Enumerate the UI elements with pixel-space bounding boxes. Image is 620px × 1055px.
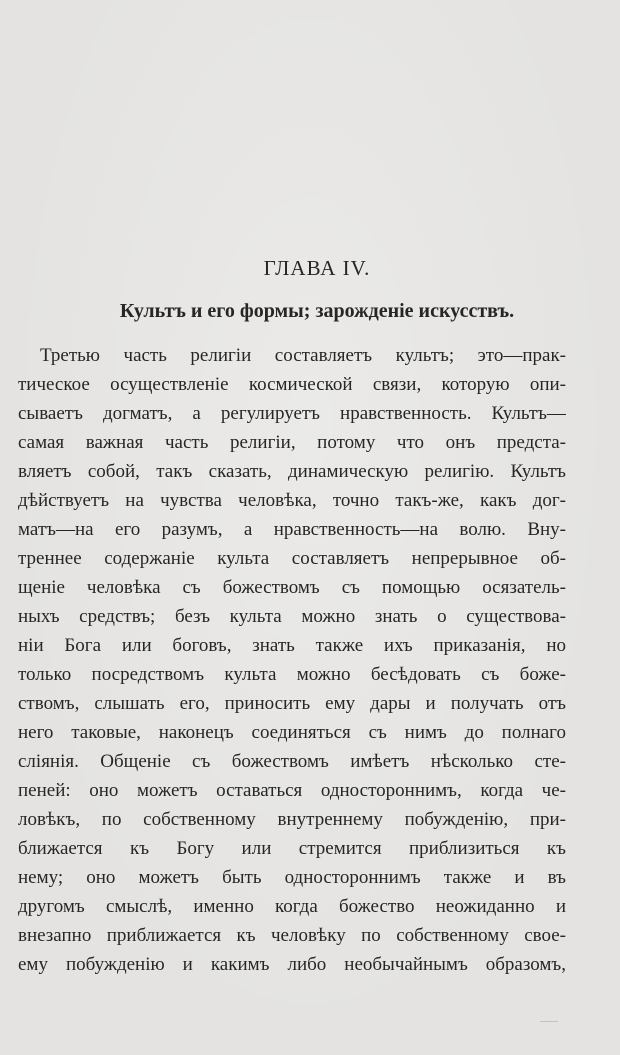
chapter-heading: ГЛАВА IV. <box>263 256 371 280</box>
text-line: тическое осуществленіе космической связи, которую опи- <box>18 374 566 395</box>
body-text <box>18 341 566 979</box>
text-line: щеніе человѣка съ божествомъ съ помощью осязатель- <box>18 577 566 598</box>
text-line: него таковые, наконецъ соединяться съ нимъ до полнаго <box>18 722 566 743</box>
text-line: ствомъ, слышать его, приносить ему дары и получать отъ <box>18 693 566 714</box>
text-line: самая важная часть религіи, потому что онъ предста- <box>18 432 566 453</box>
text-line: нему; оно можетъ быть одностороннимъ также и въ <box>18 867 566 888</box>
text-line: только посредствомъ культа можно бесѣдовать съ боже- <box>18 664 566 685</box>
text-line: пеней: оно можетъ оставаться одностороннимъ, когда че- <box>18 780 566 801</box>
text-line: ніи Бога или боговъ, знать также ихъ приказанія, но <box>18 635 566 656</box>
text-line: ныхъ средствъ; безъ культа можно знать о существова- <box>18 606 566 627</box>
text-line: вляетъ собой, такъ сказать, динамическую религію. Культъ <box>18 461 566 482</box>
text-line: ему побужденію и какимъ либо необычайнымъ образомъ, <box>18 954 566 975</box>
text-line: матъ—на его разумъ, а нравственность—на волю. Вну- <box>18 519 566 540</box>
text-line: ловѣкъ, по собственному внутреннему побужденію, при- <box>18 809 566 830</box>
text-line: внезапно приближается къ человѣку по собственному свое- <box>18 925 566 946</box>
text-line: Третью часть религіи составляетъ культъ; это—прак- <box>40 345 566 366</box>
text-line: ближается къ Богу или стремится приблизиться къ <box>18 838 566 859</box>
text-line: сываетъ догматъ, а регулируетъ нравственность. Культъ— <box>18 403 566 424</box>
scan-mark <box>540 1021 558 1022</box>
text-line: треннее содержаніе культа составляетъ непрерывное об- <box>18 548 566 569</box>
text-line: другомъ смыслѣ, именно когда божество неожиданно и <box>18 896 566 917</box>
chapter-subtitle: Культъ и его формы; зарожденіе искусствъ. <box>119 300 515 322</box>
text-line: сліянія. Общеніе съ божествомъ имѣетъ нѣсколько сте- <box>18 751 566 772</box>
text-line: дѣйствуетъ на чувства человѣка, точно такъ-же, какъ дог- <box>18 490 566 511</box>
